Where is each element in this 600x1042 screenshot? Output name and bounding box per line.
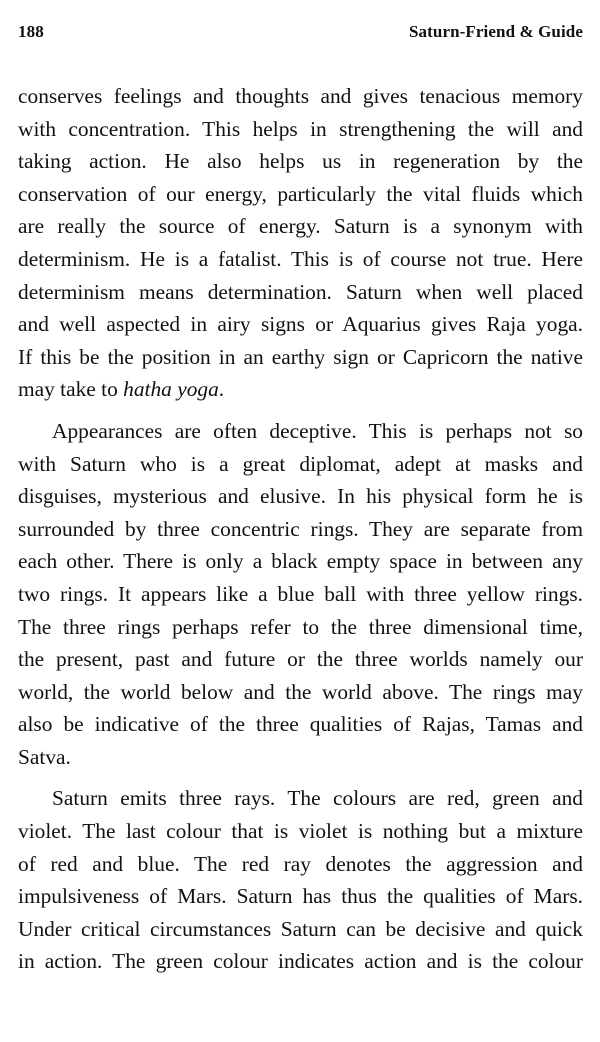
text-line: are really the source of energy. Saturn is a synonym with xyxy=(18,214,583,239)
text-line: The three rings perhaps refer to the three dimensional time, xyxy=(18,614,583,639)
text-line: Satva. xyxy=(18,744,71,769)
text-line: conservation of our energy, particularly the vital fluids which xyxy=(18,181,583,206)
paragraph-1 xyxy=(18,80,583,406)
text-line: violet. The last colour that is violet is nothing but a mixture xyxy=(18,819,583,844)
text-line: Appearances are often deceptive. This is perhaps not so xyxy=(52,418,583,443)
text-line: also be indicative of the three qualities of Rajas, Tamas and xyxy=(18,712,583,737)
text-line: disguises, mysterious and elusive. In his physical form he is xyxy=(18,484,583,509)
text-line: each other. There is only a black empty space in between any xyxy=(18,549,583,574)
running-header xyxy=(18,22,583,48)
italic-term: hatha yoga xyxy=(123,377,219,402)
text-line: Under critical circumstances Saturn can be decisive and quick xyxy=(18,916,583,941)
body-text xyxy=(18,80,583,978)
text-line: with Saturn who is a great diplomat, adept at masks and xyxy=(18,451,583,476)
text-line: determinism means determination. Saturn when well placed xyxy=(18,279,583,304)
text-line: If this be the position in an earthy sign or Capricorn the native xyxy=(18,344,583,369)
text-line: taking action. He also helps us in regeneration by the xyxy=(18,149,583,174)
running-title: Saturn-Friend & Guide xyxy=(408,22,583,41)
text-line: world, the world below and the world above. The rings may xyxy=(18,679,583,704)
text-line: determinism. He is a fatalist. This is of course not true. Here xyxy=(18,246,583,271)
paragraph-2 xyxy=(18,415,583,774)
text-run: . xyxy=(218,377,225,402)
page-number: 188 xyxy=(18,22,44,41)
text-line: of red and blue. The red ray denotes the aggression and xyxy=(18,851,583,876)
text-line: two rings. It appears like a blue ball with three yellow rings. xyxy=(18,581,583,606)
paragraph-3 xyxy=(18,782,583,978)
text-line: Saturn emits three rays. The colours are red, green and xyxy=(52,786,583,811)
text-line: conserves feelings and thoughts and gives tenacious memory xyxy=(18,84,583,108)
text-line: and well aspected in airy signs or Aquarius gives Raja yoga. xyxy=(18,312,583,337)
text-line: impulsiveness of Mars. Saturn has thus the qualities of Mars. xyxy=(18,884,583,909)
text-line: with concentration. This helps in strengthening the will and xyxy=(18,116,583,141)
text-line: in action. The green colour indicates action and is the colour xyxy=(18,949,583,974)
text-line: surrounded by three concentric rings. They are separate from xyxy=(18,516,583,541)
text-line: the present, past and future or the three worlds namely our xyxy=(18,647,583,672)
text-line xyxy=(18,373,583,406)
text-run: may take to xyxy=(18,377,124,402)
